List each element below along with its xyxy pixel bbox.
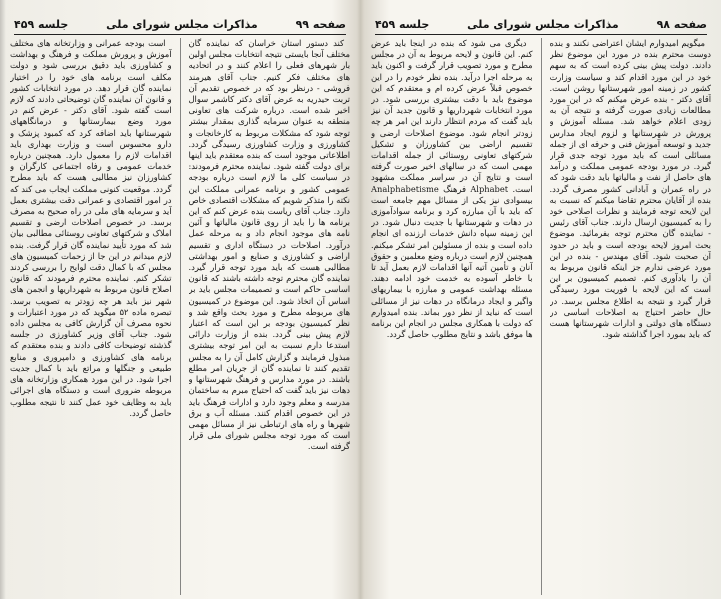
right-page — [361, 0, 721, 599]
page-edge-shadow — [0, 0, 6, 599]
right-column-1 — [550, 38, 712, 595]
right-column-2 — [371, 38, 533, 595]
column-divider — [180, 38, 181, 595]
left-column-1-text: کند دستور استان خراسان که نماینده گان مختلف آنجا بایستی نتیجه انتخابات مجلس اولین بار شهرهای فعلی را اعلام کنند و در اتحادیه های مختلف فکر کنیم. جناب آقای هیرمند فروشی - درنظر بود که در خصوص تقدیم آن تربت حیدریه به عرض آقای دکتر کاشمر سوال اخیر شده است. درباره شرکت های تعاونی منطقه به عنوان سرمایه گذاری بمقدار بیشتر توجه شود که مشکلات مربوط به کارخانجات و کشاورزی و وزارت کشاورزی رسیدگی گردد. اطلاعاتی موجود است که بنده معتقدم باید اینها برای دولت گفته شود. نماینده محترم فرمودند: در سیاست کلی ما لازم است درباره بودجه عمومی کشور و برنامه عمرانی مملکت این نکته را متذکر شویم که مشکلات اقتصادی خاص دارد. جناب آقای ریاست بنده عرض کنم که این برنامه ها را باید از روی قانون مالیاتها و آئین نامه های موجود انجام داد و به مرحله عمل درآورد. اصلاحات در دستگاه اداری و تقسیم اراضی و کشاورزی و صنایع و امور بهداشتی مطالبی هست که باید مورد توجه قرار گیرد. نماینده گان محترم توجه داشته باشند که قانون اساسی حاکم است و تصمیمات مجلس باید بر اساس آن اتخاذ شود. این موضوع در کمیسیون های مربوطه مطرح و مورد بحث واقع شد و نظر کمیسیون بودجه بر این است که اعتبار لازم پیش بینی گردد. بنده از وزارت دارائی استدعا دارم نسبت به این امر توجه بیشتری مبذول فرمایند و گزارش کامل آن را به مجلس تقدیم کنند تا نماینده گان از جریان امر مطلع باشند. در مورد مدارس و فرهنگ شهرستانها و دهات نیز باید گفت که احتیاج مبرم به ساختمان مدرسه و معلم وجود دارد و ادارات فرهنگ باید در این خصوص اقدام کنند. مسئله آب و برق شهرها و راه های ارتباطی نیز از مسائل مهمی است که مورد توجه مجلس شورای ملی قرار گرفته است. — [188, 38, 350, 452]
left-page-number: صفحه ۹۹ — [295, 17, 346, 31]
right-page-number: صفحه ۹۸ — [656, 17, 707, 31]
column-divider — [541, 38, 542, 595]
left-session-number: جلسه ۴۵۹ — [14, 17, 69, 31]
right-column-1-text: میگویم امیدوارم ایشان اعتراضی نکنند و بنده دوست محترم بنده در مورد این موضوع نظر دادند. دولت پیش بینی کرده است که به سهم خود در این مورد اقدام کند و سیاست وزارت کشور در زمینه امور شهرستانها روشن است. آقای دکتر - بنده عرض میکنم که در این مورد مطالعات زیادی صورت گرفته و نتیجه آن به زودی اعلام خواهد شد. مسئله آموزش و پرورش در شهرستانها و لزوم ایجاد مدارس جدید و توسعه آموزش فنی و حرفه ای از جمله مسائلی است که باید مورد توجه جدی قرار گیرد. در مورد بودجه عمومی مملکت و درآمد های حاصل از نفت و مالیاتها باید دقت شود که در راه عمران و آبادانی کشور مصرف گردد. بنده از آقایان محترم تقاضا میکنم که نسبت به این لایحه توجه فرمایند و نظرات اصلاحی خود را به کمیسیون ارسال دارند. جناب آقای رئیس - نماینده گان محترم توجه بفرمائید. موضوع بحث امروز لایحه بودجه است و باید در حدود آن صحبت شود. آقای مهندس - بنده در این مورد عرضی ندارم جز اینکه قانون مربوط به آن را یادآوری کنم. تصمیم کمیسیون بر این است که این لایحه با فوریت مورد رسیدگی قرار گیرد و نتیجه به اطلاع مجلس برسد. در حال حاضر احتیاج به اصلاحات اساسی در دستگاه های دولتی و ادارات شهرستانها هست که باید بمورد اجرا گذاشته شود. — [549, 38, 711, 340]
left-running-head — [14, 14, 346, 35]
left-columns — [10, 38, 350, 595]
right-running-head — [375, 14, 707, 35]
left-column-2 — [10, 38, 172, 595]
left-column-1 — [189, 38, 351, 595]
left-page — [0, 0, 360, 599]
right-column-2-text: دیگری می شود که بنده در اینجا باید عرض کنم. این قانون و لایحه مربوط به آن در مجلس مطرح و مورد تصویب قرار گرفت و اکنون باید به مرحله اجرا درآید. بنده نظر خودم را در این خصوص قبلاً عرض کرده ام و معتقدم که این موضوع باید با دقت بیشتری بررسی شود. در مورد انتخابات شهرداریها و قانون جدید آن نیز باید گفت که مردم انتظار دارند این امر هر چه زودتر انجام شود. موضوع اصلاحات ارضی و تقسیم اراضی بین کشاورزان و تشکیل شرکتهای تعاونی روستائی از جمله اقدامات مهمی است که در سالهای اخیر صورت گرفته است و نتایج آن در سراسر مملکت مشهود است. Alphabet فرهنگ Analphabetisme بیسوادی نیز یکی از مسائل مهم جامعه است که باید با آن مبارزه کرد و برنامه سوادآموزی در دهات و شهرستانها با جدیت دنبال شود. در این زمینه سپاه دانش خدمات ارزنده ای انجام داده است و بنده از مسئولین امر تشکر میکنم. همچنین لازم است درباره وضع معلمین و حقوق آنان و تأمین آتیه آنها اقدامات لازم بعمل آید تا با خاطر آسوده به خدمت خود ادامه دهند. مسئله بهداشت عمومی و مبارزه با بیماریهای واگیر و ایجاد درمانگاه در دهات نیز از مسائلی است که نباید از نظر دور بماند. بنده امیدوارم که دولت با همکاری مجلس در انجام این برنامه ها موفق باشد و نتایج مطلوب حاصل گردد. — [371, 38, 533, 340]
right-session-number: جلسه ۴۵۹ — [375, 17, 430, 31]
left-journal-title: مذاکرات مجلس شورای ملی — [106, 17, 258, 31]
left-column-2-text: است بودجه عمرانی و وزارتخانه های مختلف آموزش و پرورش مملکت و فرهنگ و بهداشت و کشاورزی باید دقیق بررسی شود و دولت مکلف است برنامه های خود را در اختیار نماینده گان قرار دهد. در مورد انتخابات کشور و قانون آن نماینده گان توضیحاتی دادند که لازم است گفته شود. آقای دکتر - عرض کنم در مورد وضع بیمارستانها و درمانگاههای شهرستانها باید اضافه کرد که کمبود پزشک و دارو محسوس است و وزارت بهداری باید اقدامات لازم را معمول دارد. همچنین درباره خدمات عمومی و رفاه اجتماعی کارگران و کشاورزان نیز مطالبی هست که باید مطرح گردد. موقعیت کنونی مملکت ایجاب می کند که در امور اقتصادی و عمرانی دقت بیشتری بعمل آید و سرمایه های ملی در راه صحیح به مصرف برسد. در خصوص اصلاحات ارضی و تقسیم املاک و شرکتهای تعاونی روستائی مطالبی بیان شد که مورد تأیید نماینده گان قرار گرفت. بنده لازم میدانم در این جا از زحمات کمیسیون های مجلس که با کمال دقت لوایح را بررسی کردند تشکر کنم. نماینده محترم فرمودند که قانون اصلاح قانون مربوط به شهرداریها و انجمن های شهر نیز باید هر چه زودتر به تصویب برسد. تبصره ماده ۵۲ میگوید که در مورد اعتبارات و نحوه مصرف آن گزارش کافی به مجلس داده شود. جناب آقای وزیر کشاورزی در جلسه گذشته توضیحات کافی دادند و بنده معتقدم که برنامه های کشاورزی و دامپروری و منابع طبیعی و جنگلها و مراتع باید با کمال جدیت اجرا شود. در این مورد همکاری وزارتخانه های مربوطه ضروری است و دستگاه های اجرائی باید به وظایف خود عمل کنند تا نتیجه مطلوب حاصل گردد. — [10, 38, 172, 418]
right-journal-title: مذاکرات مجلس شورای ملی — [467, 17, 619, 31]
right-columns — [371, 38, 711, 595]
